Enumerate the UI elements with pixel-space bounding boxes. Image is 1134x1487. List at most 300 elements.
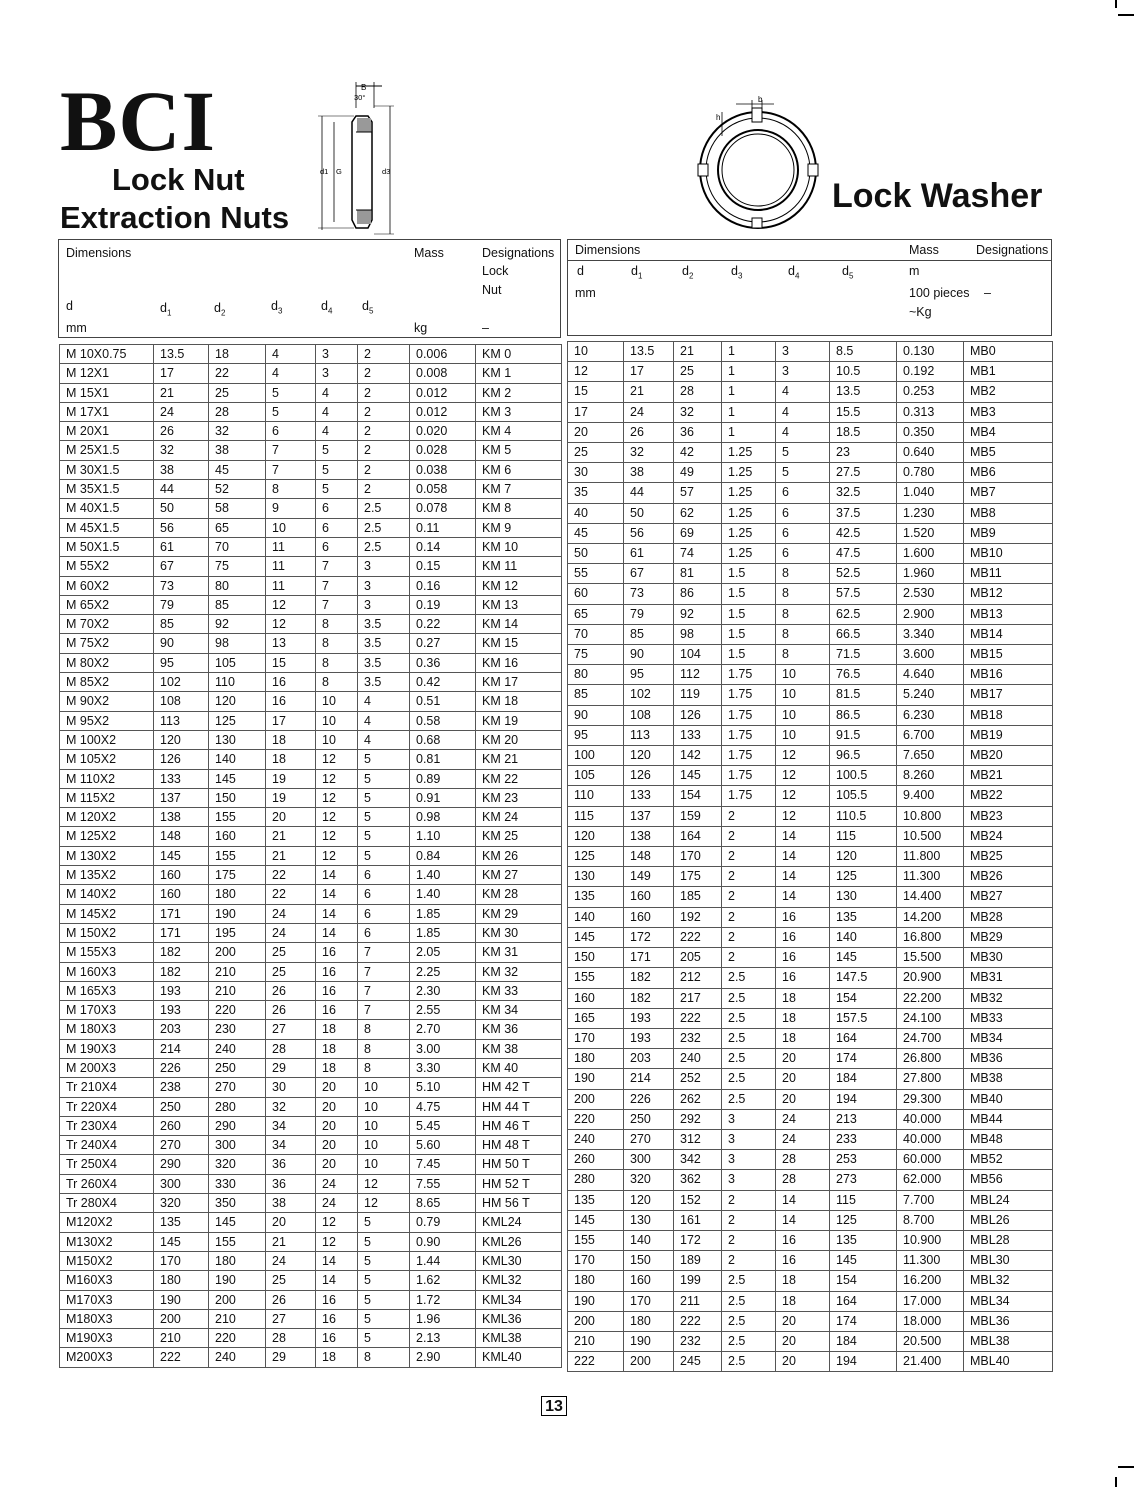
washer-table-row-cell: MB44	[964, 1109, 1053, 1129]
washer-table-row	[568, 948, 1053, 968]
washer-table-row-cell: 104	[674, 645, 722, 665]
nut-table-row-cell: 145	[154, 1232, 209, 1251]
nut-table-row-cell: 0.79	[410, 1213, 476, 1232]
washer-table-row-cell: 10	[568, 342, 624, 362]
washer-header-d4: $d_4$	[788, 264, 800, 281]
washer-table-row-cell: 203	[624, 1049, 674, 1069]
nut-table-row	[60, 904, 562, 923]
nut-table-row-cell: M 45X1.5	[60, 518, 154, 537]
nut-table-row-cell: 350	[209, 1194, 266, 1213]
washer-table-row-cell: 71.5	[830, 645, 897, 665]
washer-table-row-cell: 160	[568, 988, 624, 1008]
washer-b-label: b	[758, 95, 763, 104]
nut-table-row	[60, 673, 562, 692]
nut-table-row-cell: 182	[154, 943, 209, 962]
washer-table-row-cell: 25	[674, 362, 722, 382]
washer-table-row-cell: MB38	[964, 1069, 1053, 1089]
nut-table-row-cell: 12	[266, 615, 316, 634]
nut-table-row-cell: M 30X1.5	[60, 460, 154, 479]
washer-table-row-cell: 10.900	[897, 1230, 964, 1250]
nut-table-header	[58, 239, 561, 338]
washer-table-row-cell: 149	[624, 867, 674, 887]
nut-table-row-cell: 0.19	[410, 595, 476, 614]
nut-table-row-cell: 290	[209, 1116, 266, 1135]
washer-table-row-cell: MBL40	[964, 1352, 1053, 1372]
washer-table-row-cell: 20	[776, 1311, 830, 1331]
nut-table-row-cell: M180X3	[60, 1309, 154, 1328]
nut-table-row-cell: 14	[316, 904, 358, 923]
washer-table-row-cell: MB36	[964, 1049, 1053, 1069]
washer-table-row-cell: 12	[776, 806, 830, 826]
washer-table-row	[568, 927, 1053, 947]
washer-table-row-cell: 3	[776, 342, 830, 362]
nut-table-row-cell: M 35X1.5	[60, 480, 154, 499]
nut-table-row-cell: 145	[209, 769, 266, 788]
nut-table-row-cell: 13	[266, 634, 316, 653]
nut-table-row-cell: 3	[358, 576, 410, 595]
washer-table-row	[568, 746, 1053, 766]
nut-table-row-cell: 2.30	[410, 981, 476, 1000]
washer-table-row-cell: 24	[776, 1129, 830, 1149]
nut-table-row-cell: 3.5	[358, 673, 410, 692]
nut-table-row-cell: 7	[358, 1001, 410, 1020]
nut-table-row-cell: 7	[316, 576, 358, 595]
washer-table-row-cell: 80	[568, 665, 624, 685]
washer-table-row-cell: 1.520	[897, 523, 964, 543]
washer-table-row	[568, 766, 1053, 786]
nut-table-row-cell: 210	[154, 1329, 209, 1348]
washer-table-row-cell: 1.5	[722, 564, 776, 584]
washer-table-row-cell: 36	[674, 422, 722, 442]
nut-table-row-cell: 145	[209, 1213, 266, 1232]
nut-table-row-cell: M 90X2	[60, 692, 154, 711]
washer-table-row-cell: 0.253	[897, 382, 964, 402]
washer-table-row-cell: 1.75	[722, 746, 776, 766]
washer-table-row-cell: 2	[722, 1190, 776, 1210]
washer-table-row-cell: 133	[674, 725, 722, 745]
nut-table-row	[60, 1290, 562, 1309]
nut-table-row-cell: 0.020	[410, 422, 476, 441]
nut-table-row-cell: 148	[154, 827, 209, 846]
washer-table-row-cell: 4	[776, 422, 830, 442]
washer-table-row-cell: 159	[674, 806, 722, 826]
nut-table-row-cell: 14	[316, 866, 358, 885]
nut-table-row	[60, 460, 562, 479]
nut-table-row-cell: KM 7	[476, 480, 562, 499]
nut-table-row-cell: 0.58	[410, 711, 476, 730]
nut-table-row-cell: 10	[358, 1097, 410, 1116]
washer-table-row-cell: 60	[568, 584, 624, 604]
nut-table-row-cell: 5	[358, 769, 410, 788]
washer-table-row	[568, 523, 1053, 543]
washer-table-row	[568, 1291, 1053, 1311]
nut-table-row-cell: 0.058	[410, 480, 476, 499]
nut-table-row-cell: 8	[316, 653, 358, 672]
washer-table-row-cell: 180	[568, 1049, 624, 1069]
nut-table-row-cell: KM 22	[476, 769, 562, 788]
washer-table-row-cell: 62.5	[830, 604, 897, 624]
nut-table-row-cell: 171	[154, 904, 209, 923]
nut-table-row	[60, 1213, 562, 1232]
washer-table-row-cell: 3	[722, 1109, 776, 1129]
nut-table-row-cell: 12	[316, 750, 358, 769]
washer-table-row-cell: 81	[674, 564, 722, 584]
nut-table-row-cell: M 115X2	[60, 788, 154, 807]
washer-table-row-cell: MB18	[964, 705, 1053, 725]
nut-table-row-cell: 0.68	[410, 730, 476, 749]
nut-table-row-cell: KML40	[476, 1348, 562, 1367]
washer-table-row-cell: 1.5	[722, 604, 776, 624]
washer-table-row-cell: 1	[722, 342, 776, 362]
nut-table-row-cell: M 140X2	[60, 885, 154, 904]
washer-table-row	[568, 483, 1053, 503]
nut-table-row-cell: KM 25	[476, 827, 562, 846]
nut-header-d4: $d_4$	[321, 299, 333, 316]
nut-table-row	[60, 1039, 562, 1058]
nut-table-row-cell: 13.5	[154, 345, 209, 364]
washer-table-row-cell: 28	[674, 382, 722, 402]
washer-table-row-cell: 2	[722, 847, 776, 867]
nut-table-row-cell: 220	[209, 1329, 266, 1348]
nut-table-row-cell: 240	[209, 1348, 266, 1367]
nut-table-row-cell: Tr 280X4	[60, 1194, 154, 1213]
washer-table-row-cell: 222	[674, 1008, 722, 1028]
nut-table-row-cell: KML30	[476, 1251, 562, 1270]
nut-table-row-cell: 7	[358, 943, 410, 962]
nut-table-row-cell: KM 4	[476, 422, 562, 441]
nut-table-row-cell: 11	[266, 537, 316, 556]
nut-table-row-cell: 10	[358, 1116, 410, 1135]
nut-table-row-cell: 25	[266, 943, 316, 962]
nut-table-row-cell: 9	[266, 499, 316, 518]
nut-table-row-cell: 160	[209, 827, 266, 846]
nut-table-row-cell: 155	[209, 1232, 266, 1251]
washer-table-row-cell: 145	[568, 927, 624, 947]
washer-table-row-cell: 52.5	[830, 564, 897, 584]
washer-table-row-cell: 86	[674, 584, 722, 604]
washer-table-row-cell: 155	[568, 1230, 624, 1250]
nut-table-row-cell: 15	[266, 653, 316, 672]
washer-table-row-cell: MB14	[964, 624, 1053, 644]
nut-table-row-cell: 270	[154, 1136, 209, 1155]
washer-table-row-cell: 40	[568, 503, 624, 523]
washer-table-header	[567, 239, 1052, 336]
washer-table-row-cell: 145	[830, 1251, 897, 1271]
washer-table-row-cell: 16	[776, 907, 830, 927]
washer-table-row-cell: 2.5	[722, 1089, 776, 1109]
washer-table-row-cell: 2	[722, 867, 776, 887]
nut-table-row-cell: 8.65	[410, 1194, 476, 1213]
nut-table-row-cell: 0.27	[410, 634, 476, 653]
nut-table-row-cell: 5	[316, 480, 358, 499]
nut-table-row-cell: 7	[358, 981, 410, 1000]
washer-table-row-cell: 3	[722, 1170, 776, 1190]
washer-table-row-cell: 164	[674, 826, 722, 846]
nut-table-row-cell: 8	[358, 1348, 410, 1367]
nut-table-row-cell: 16	[316, 962, 358, 981]
washer-table-row-cell: 1.75	[722, 705, 776, 725]
nut-table-row-cell: 0.84	[410, 846, 476, 865]
washer-table-row-cell: 160	[624, 887, 674, 907]
nut-table-row-cell: 7	[358, 962, 410, 981]
nut-table-row-cell: 5	[316, 441, 358, 460]
nut-table-row-cell: 20	[316, 1116, 358, 1135]
nut-table-row-cell: 26	[266, 981, 316, 1000]
nut-table-row-cell: M130X2	[60, 1232, 154, 1251]
washer-table-row-cell: 130	[624, 1210, 674, 1230]
nut-table-row-cell: 8	[316, 673, 358, 692]
nut-table-row-cell: 113	[154, 711, 209, 730]
washer-table-row-cell: 170	[568, 1251, 624, 1271]
washer-table-row-cell: 29.300	[897, 1089, 964, 1109]
nut-table-row-cell: M 100X2	[60, 730, 154, 749]
nut-table-row-cell: 1.85	[410, 923, 476, 942]
nut-table-row-cell: KM 28	[476, 885, 562, 904]
washer-table-row-cell: MB8	[964, 503, 1053, 523]
washer-table-row-cell: 245	[674, 1352, 722, 1372]
nut-table-row-cell: 36	[266, 1174, 316, 1193]
washer-table-row-cell: 26	[624, 422, 674, 442]
washer-table-row-cell: 135	[568, 887, 624, 907]
nut-table-row-cell: 4	[266, 364, 316, 383]
washer-table-row-cell: 0.350	[897, 422, 964, 442]
washer-table-row-cell: MB6	[964, 463, 1053, 483]
nut-header-d2: $d_2$	[214, 301, 226, 318]
washer-table-row-cell: 24	[624, 402, 674, 422]
nut-table-row-cell: 20	[316, 1136, 358, 1155]
washer-table-row-cell: 164	[830, 1028, 897, 1048]
washer-table-row-cell: 155	[568, 968, 624, 988]
nut-table-row	[60, 981, 562, 1000]
nut-table-row-cell: KM 3	[476, 402, 562, 421]
nut-table-row-cell: KM 10	[476, 537, 562, 556]
washer-table-row-cell: 190	[568, 1069, 624, 1089]
nut-table-row-cell: HM 50 T	[476, 1155, 562, 1174]
washer-table-row-cell: 15.5	[830, 402, 897, 422]
nut-table-row-cell: 17	[154, 364, 209, 383]
nut-table-row-cell: 22	[266, 885, 316, 904]
washer-table-row-cell: 74	[674, 544, 722, 564]
nut-table-row	[60, 1116, 562, 1135]
nut-table-row-cell: KM 21	[476, 750, 562, 769]
washer-table-row-cell: 40.000	[897, 1109, 964, 1129]
nut-table-row-cell: 7.55	[410, 1174, 476, 1193]
washer-table-row-cell: 180	[568, 1271, 624, 1291]
nut-table-row	[60, 422, 562, 441]
nut-table-row-cell: 12	[266, 595, 316, 614]
washer-table-row-cell: 20	[568, 422, 624, 442]
nut-table-row-cell: 10	[316, 711, 358, 730]
nut-table-row-cell: 0.89	[410, 769, 476, 788]
washer-table-row-cell: 2.5	[722, 1331, 776, 1351]
washer-table-row-cell: 37.5	[830, 503, 897, 523]
washer-table-row-cell: 62	[674, 503, 722, 523]
washer-table-row-cell: 16	[776, 1230, 830, 1250]
nut-table-row	[60, 364, 562, 383]
washer-table-row-cell: 170	[674, 847, 722, 867]
nut-table-row-cell: 3	[358, 557, 410, 576]
washer-table-row-cell: 1.5	[722, 645, 776, 665]
nut-table-row	[60, 1348, 562, 1367]
nut-table-row-cell: KML36	[476, 1309, 562, 1328]
washer-table-row-cell: 194	[830, 1089, 897, 1109]
nut-table-row-cell: 320	[154, 1194, 209, 1213]
nut-table-row-cell: 16	[266, 673, 316, 692]
nut-table-row-cell: 0.15	[410, 557, 476, 576]
washer-table-row-cell: 7.700	[897, 1190, 964, 1210]
nut-table-row-cell: 90	[154, 634, 209, 653]
nut-table-row-cell: 0.028	[410, 441, 476, 460]
nut-table-row-cell: 214	[154, 1039, 209, 1058]
washer-table-row-cell: 16	[776, 968, 830, 988]
nut-table-row-cell: 8	[358, 1020, 410, 1039]
nut-table-row-cell: 14	[316, 885, 358, 904]
washer-table-row-cell: 150	[568, 948, 624, 968]
nut-table-row-cell: 182	[154, 962, 209, 981]
washer-table-row-cell: 312	[674, 1129, 722, 1149]
nut-table-row-cell: KM 16	[476, 653, 562, 672]
washer-table-row-cell: 20	[776, 1352, 830, 1372]
nut-table-row-cell: M 25X1.5	[60, 441, 154, 460]
nut-table-row-cell: KM 27	[476, 866, 562, 885]
nut-table-row-cell: 5.10	[410, 1078, 476, 1097]
washer-table-row-cell: 1	[722, 422, 776, 442]
nut-table-row-cell: 4	[358, 730, 410, 749]
washer-table-row-cell: 10.5	[830, 362, 897, 382]
washer-table-row	[568, 1109, 1053, 1129]
nut-table-row-cell: Tr 210X4	[60, 1078, 154, 1097]
washer-table-row-cell: 3	[722, 1150, 776, 1170]
nut-table-row-cell: KM 9	[476, 518, 562, 537]
washer-table-row-cell: 55	[568, 564, 624, 584]
washer-table-row-cell: 154	[830, 988, 897, 1008]
washer-table-row-cell: 9.400	[897, 786, 964, 806]
washer-table-row-cell: 14	[776, 826, 830, 846]
nut-table-row-cell: M 120X2	[60, 808, 154, 827]
nut-table-row-cell: 193	[154, 981, 209, 1000]
nut-table-row-cell: 38	[266, 1194, 316, 1213]
nut-table-row-cell: KM 15	[476, 634, 562, 653]
washer-table-row-cell: 66.5	[830, 624, 897, 644]
washer-h-label: h	[716, 113, 721, 122]
nut-table-row-cell: 2.90	[410, 1348, 476, 1367]
washer-table-row-cell: 17	[568, 402, 624, 422]
washer-table-row-cell: 20	[776, 1089, 830, 1109]
nut-table-row-cell: M 60X2	[60, 576, 154, 595]
washer-table-row-cell: 25	[568, 443, 624, 463]
washer-table-row-cell: MB26	[964, 867, 1053, 887]
nut-table-row-cell: 1.44	[410, 1251, 476, 1270]
nut-table-row-cell: 6	[316, 518, 358, 537]
nut-table-row-cell: 0.22	[410, 615, 476, 634]
washer-table-row-cell: 27.800	[897, 1069, 964, 1089]
nut-table-row-cell: 0.16	[410, 576, 476, 595]
nut-table-row-cell: 24	[154, 402, 209, 421]
washer-table-row-cell: 270	[624, 1129, 674, 1149]
nut-table-row-cell: 250	[209, 1058, 266, 1077]
nut-table-row-cell: 14	[316, 923, 358, 942]
lock-nut-title: Lock Nut	[112, 162, 245, 197]
nut-table-row-cell: 2.05	[410, 943, 476, 962]
nut-table-row-cell: 16	[316, 981, 358, 1000]
nut-table-row-cell: KM 8	[476, 499, 562, 518]
nut-table-row-cell: 0.98	[410, 808, 476, 827]
nut-table-row-cell: 180	[154, 1271, 209, 1290]
nut-table-row-cell: 108	[154, 692, 209, 711]
washer-table-row	[568, 1129, 1053, 1149]
nut-table-row-cell: 280	[209, 1097, 266, 1116]
nut-b-label: B	[361, 83, 367, 92]
nut-table-row-cell: 18	[266, 730, 316, 749]
nut-table-row-cell: M200X3	[60, 1348, 154, 1367]
nut-table-row-cell: 5	[358, 788, 410, 807]
nut-table-row-cell: 0.008	[410, 364, 476, 383]
washer-table-row-cell: 1.75	[722, 685, 776, 705]
washer-table-row-cell: 12	[776, 766, 830, 786]
washer-table-row	[568, 1008, 1053, 1028]
washer-table-row-cell: 95	[624, 665, 674, 685]
nut-table-row	[60, 557, 562, 576]
nut-table-row-cell: 145	[154, 846, 209, 865]
nut-table-row-cell: KM 5	[476, 441, 562, 460]
washer-table-row-cell: 5.240	[897, 685, 964, 705]
nut-table-row-cell: 2.25	[410, 962, 476, 981]
washer-table-row-cell: 18.000	[897, 1311, 964, 1331]
nut-table-row-cell: 5	[358, 1329, 410, 1348]
washer-header-mm: mm	[575, 286, 596, 300]
nut-table-row	[60, 1020, 562, 1039]
washer-table-row-cell: MB7	[964, 483, 1053, 503]
washer-table-row-cell: 1.75	[722, 766, 776, 786]
washer-table-row-cell: 4	[776, 382, 830, 402]
washer-table-row-cell: 200	[624, 1352, 674, 1372]
nut-table-row-cell: 19	[266, 788, 316, 807]
washer-table-row-cell: 108	[624, 705, 674, 725]
washer-table-row	[568, 1251, 1053, 1271]
nut-angle-label: 30°	[354, 93, 366, 102]
washer-table-row-cell: 0.640	[897, 443, 964, 463]
washer-table-row-cell: MB30	[964, 948, 1053, 968]
nut-table-row-cell: 7	[316, 595, 358, 614]
nut-table-row-cell: KM 17	[476, 673, 562, 692]
washer-table-row-cell: 70	[568, 624, 624, 644]
washer-table-row-cell: 2.5	[722, 1311, 776, 1331]
nut-table-row-cell: 126	[154, 750, 209, 769]
nut-table-row	[60, 537, 562, 556]
nut-table-row-cell: KM 13	[476, 595, 562, 614]
washer-table-row-cell: 1.25	[722, 483, 776, 503]
washer-table-row-cell: 232	[674, 1331, 722, 1351]
nut-table-row-cell: 18	[316, 1039, 358, 1058]
nut-table-row-cell: 0.14	[410, 537, 476, 556]
washer-table-row	[568, 402, 1053, 422]
washer-table-row	[568, 907, 1053, 927]
nut-table-row-cell: M 105X2	[60, 750, 154, 769]
washer-table-row-cell: 10.800	[897, 806, 964, 826]
nut-table-row-cell: 25	[266, 1271, 316, 1290]
washer-table-row-cell: MB3	[964, 402, 1053, 422]
nut-table-row-cell: 20	[316, 1097, 358, 1116]
nut-table-row-cell: KML34	[476, 1290, 562, 1309]
nut-table-row-cell: 230	[209, 1020, 266, 1039]
nut-table-row-cell: M190X3	[60, 1329, 154, 1348]
nut-table-row-cell: 25	[266, 962, 316, 981]
nut-table-row-cell: 29	[266, 1348, 316, 1367]
nut-table-row-cell: M 170X3	[60, 1001, 154, 1020]
nut-table-row-cell: 12	[316, 769, 358, 788]
washer-header-d2: $d_2$	[682, 264, 694, 281]
nut-table-row-cell: 170	[154, 1251, 209, 1270]
